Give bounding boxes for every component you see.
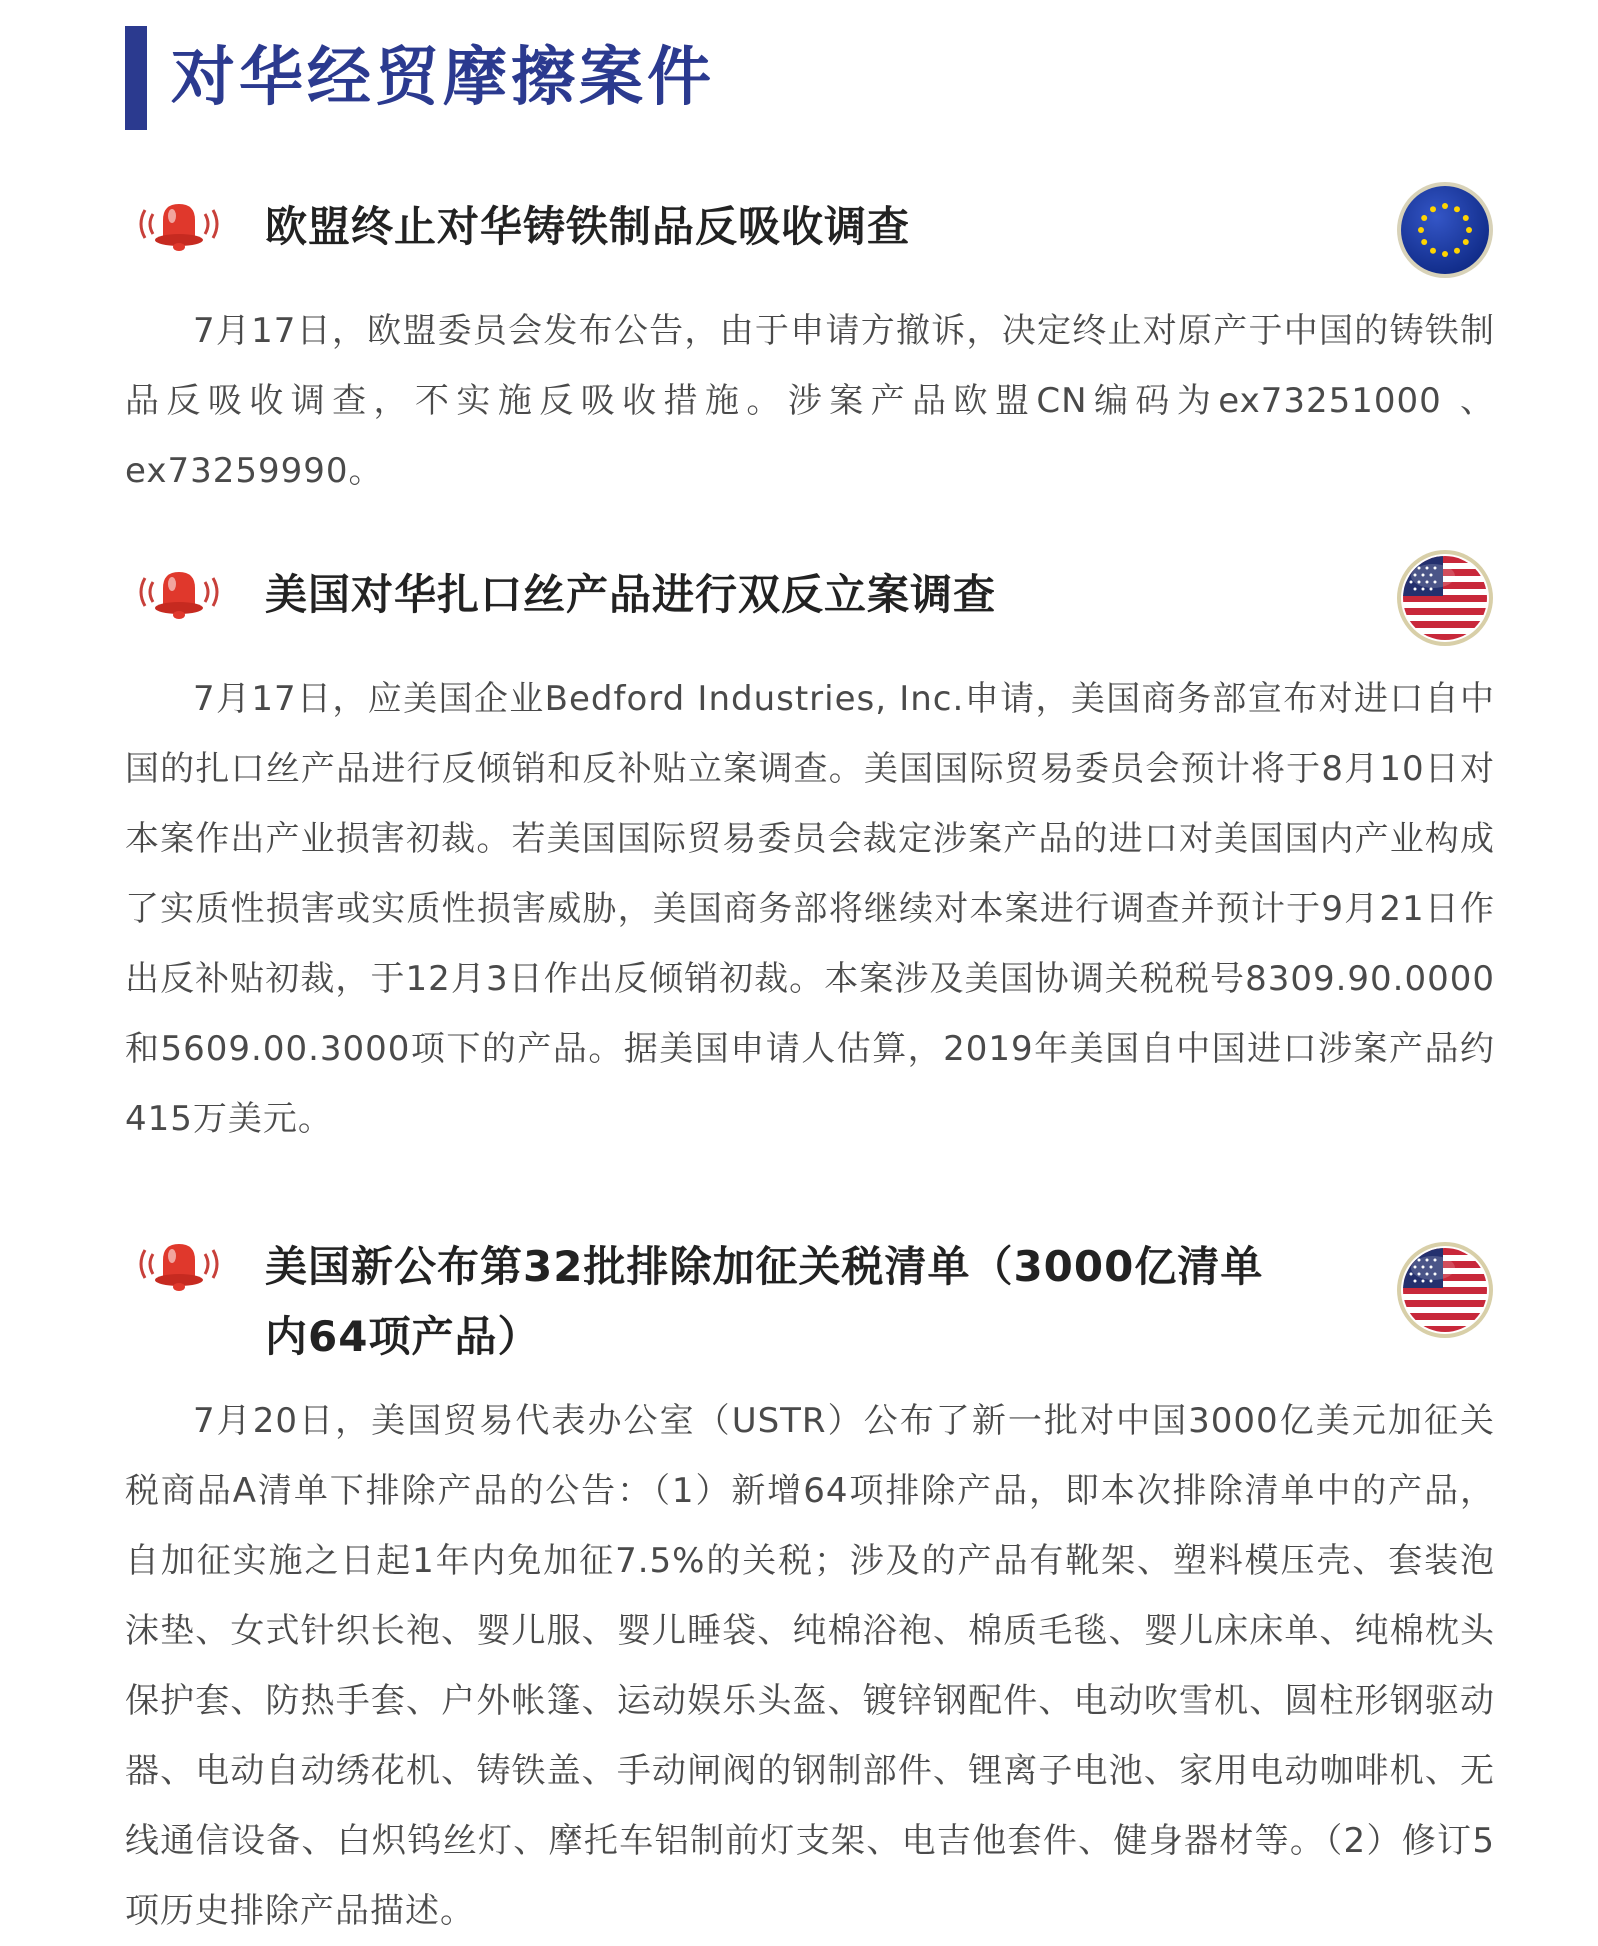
- news-item-eu-cast-iron: [125, 180, 1495, 506]
- section-header: [125, 26, 715, 130]
- section-title: 对华经贸摩擦案件: [171, 41, 715, 115]
- eu-flag-icon: [1395, 180, 1495, 280]
- news-item-header: [125, 180, 1495, 280]
- news-item-us-tariff-exclusions: [125, 1220, 1495, 1946]
- news-body: 7月17日，应美国企业Bedford Industries, Inc.申请，美国商务部宣布对进口自中国的扎口丝产品进行反倾销和反补贴立案调查。美国国际贸易委员会预计将于8月10日对本案作出产业损害初裁。若美国国际贸易委员会裁定涉案产品的进口对美国国内产业构成了实质性损害或实质性损害威胁，美国商务部将继续对本案进行调查并预计于9月21日作出反补贴初裁，于12月3日作出反倾销初裁。本案涉及美国协调关税税号8309.90.0000和5609.00.3000项下的产品。据美国申请人估算，2019年美国自中国进口涉案产品约415万美元。: [125, 679, 1495, 1139]
- news-item-header: [125, 548, 1495, 648]
- alarm-bell-icon: [129, 194, 229, 254]
- us-flag-icon: [1395, 548, 1495, 648]
- news-title: 欧盟终止对华铸铁制品反吸收调查: [265, 202, 911, 251]
- us-flag-icon: [1395, 1240, 1495, 1340]
- news-body: 7月20日，美国贸易代表办公室（USTR）公布了新一批对中国3000亿美元加征关税商品A清单下排除产品的公告：（1）新增64项排除产品，即本次排除清单中的产品，自加征实施之日起1年内免加征7.5%的关税；涉及的产品有靴架、塑料模压壳、套装泡沫垫、女式针织长袍、婴儿服、婴儿睡袋、纯棉浴袍、棉质毛毯、婴儿床床单、纯棉枕头保护套、防热手套、户外帐篷、运动娱乐头盔、镀锌钢配件、电动吹雪机、圆柱形钢驱动器、电动自动绣花机、铸铁盖、手动闸阀的钢制部件、锂离子电池、家用电动咖啡机、无线通信设备、白炽钨丝灯、摩托车铝制前灯支架、电吉他套件、健身器材等。（2）修订5项历史排除产品描述。: [125, 1401, 1495, 1931]
- news-title: 美国新公布第32批排除加征关税清单（3000亿清单内64项产品）: [265, 1242, 1264, 1361]
- alarm-bell-icon: [129, 1234, 229, 1294]
- news-item-us-wire-ties: [125, 548, 1495, 1154]
- news-body: 7月17日，欧盟委员会发布公告，由于申请方撤诉，决定终止对原产于中国的铸铁制品反吸收调查，不实施反吸收措施。涉案产品欧盟CN编码为ex73251000 、ex73259990。: [125, 311, 1495, 491]
- section-accent-bar: [125, 26, 147, 130]
- news-item-header: [125, 1220, 1495, 1370]
- news-title: 美国对华扎口丝产品进行双反立案调查: [265, 570, 997, 619]
- alarm-bell-icon: [129, 562, 229, 622]
